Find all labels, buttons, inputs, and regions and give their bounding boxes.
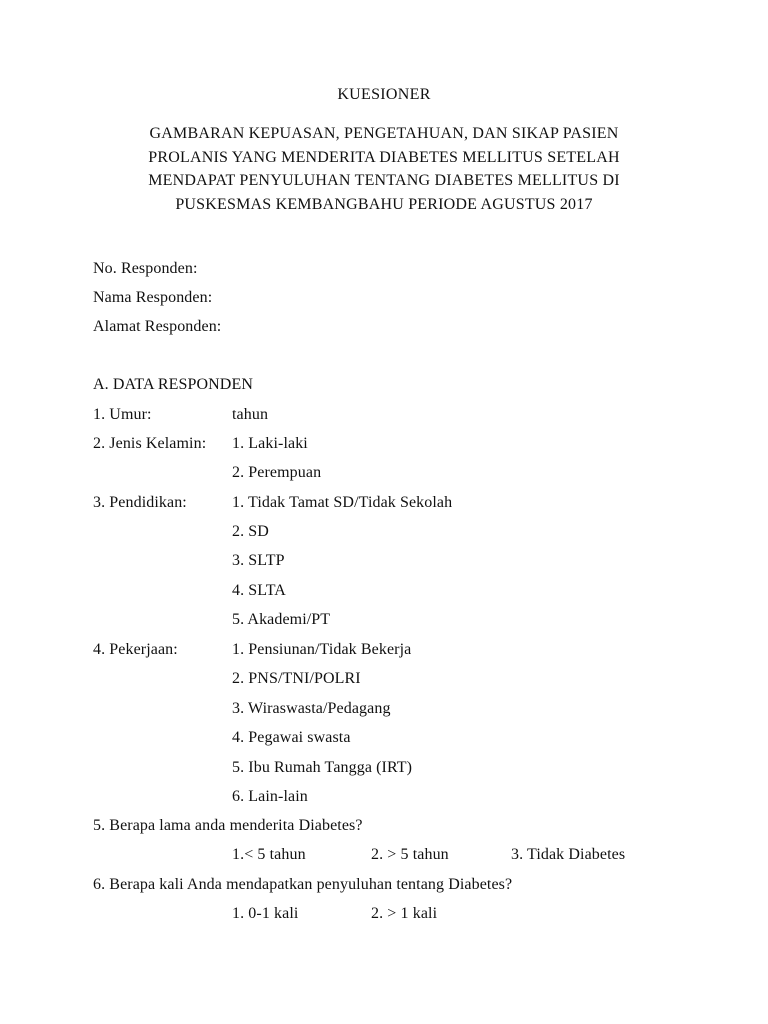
occupation-option: 2. PNS/TNI/POLRI [232, 670, 361, 687]
occupation-option: 4. Pegawai swasta [232, 729, 351, 746]
education-option: 2. SD [232, 523, 269, 540]
subtitle-line: MENDAPAT PENYULUHAN TENTANG DIABETES MELLITUS DI [148, 172, 620, 189]
occupation-option: 3. Wiraswasta/Pedagang [232, 700, 391, 717]
education-option: 3. SLTP [232, 552, 285, 569]
respondent-address-label: Alamat Responden: [93, 318, 222, 335]
occupation-option: 6. Lain-lain [232, 788, 308, 805]
section-a-heading: A. DATA RESPONDEN [93, 376, 253, 393]
gender-label: 2. Jenis Kelamin: [93, 435, 207, 452]
respondent-number-label: No. Responden: [93, 260, 198, 277]
counseling-frequency-question: 6. Berapa kali Anda mendapatkan penyuluhan tentang Diabetes? [93, 876, 513, 893]
age-label: 1. Umur: [93, 406, 152, 423]
document-title: KUESIONER [337, 86, 431, 103]
diabetes-duration-option: 1.< 5 tahun [232, 846, 306, 863]
education-option: 4. SLTA [232, 582, 286, 599]
age-unit: tahun [232, 406, 269, 423]
occupation-option: 5. Ibu Rumah Tangga (IRT) [232, 759, 413, 776]
education-label: 3. Pendidikan: [93, 494, 187, 511]
occupation-option: 1. Pensiunan/Tidak Bekerja [232, 641, 412, 658]
diabetes-duration-question: 5. Berapa lama anda menderita Diabetes? [93, 817, 363, 834]
subtitle-line: PROLANIS YANG MENDERITA DIABETES MELLITUS SETELAH [148, 148, 620, 166]
gender-option: 2. Perempuan [232, 464, 322, 481]
counseling-frequency-option: 2. > 1 kali [371, 905, 438, 922]
diabetes-duration-option: 2. > 5 tahun [371, 846, 449, 863]
subtitle-line: GAMBARAN KEPUASAN, PENGETAHUAN, DAN SIKAP PASIEN [149, 125, 619, 142]
counseling-frequency-option: 1. 0-1 kali [232, 905, 299, 922]
occupation-label: 4. Pekerjaan: [93, 641, 178, 658]
subtitle-line: PUSKESMAS KEMBANGBAHU PERIODE AGUSTUS 2017 [175, 195, 593, 213]
document-subtitle [0, 122, 768, 216]
respondent-name-label: Nama Responden: [93, 289, 213, 306]
education-option: 5. Akademi/PT [232, 611, 331, 628]
diabetes-duration-option: 3. Tidak Diabetes [511, 846, 626, 863]
education-option: 1. Tidak Tamat SD/Tidak Sekolah [232, 494, 453, 511]
gender-option: 1. Laki-laki [232, 435, 308, 452]
